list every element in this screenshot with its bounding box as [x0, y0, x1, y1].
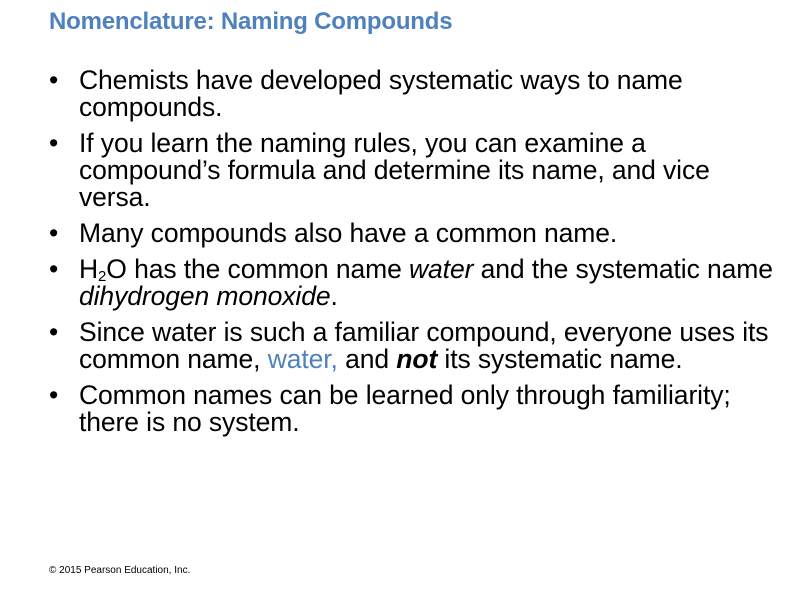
text-run: Common names can be learned only through familiarity; there is no system.: [79, 380, 731, 437]
bullet-text: [79, 380, 731, 437]
text-run: Many compounds also have a common name.: [79, 218, 618, 248]
text-run: and: [337, 344, 397, 374]
bullet-item: [49, 67, 779, 121]
subscript-run: 2: [98, 268, 107, 285]
text-run: Since water is such a familiar compound, everyone uses its common name,: [79, 317, 769, 374]
copyright-footer: © 2015 Pearson Education, Inc.: [49, 565, 191, 576]
bullet-item: [49, 256, 779, 310]
bullet-item: [49, 382, 779, 436]
text-run: If you learn the naming rules, you can examine a compound’s formula and determine its name, and vice versa.: [79, 128, 710, 212]
bullet-item: [49, 130, 779, 211]
bullet-item: [49, 319, 779, 373]
bullet-item: [49, 220, 779, 247]
slide-title: Nomenclature: Naming Compounds: [49, 8, 453, 35]
text-run: not: [396, 344, 438, 374]
text-run: and the systematic name: [473, 254, 773, 284]
text-run: water: [409, 254, 474, 284]
text-run: .: [330, 281, 338, 311]
bullet-text: [79, 254, 773, 311]
bullet-list: [49, 67, 779, 445]
text-run: its systematic name.: [437, 344, 683, 374]
text-run: dihydrogen monoxide: [79, 281, 331, 311]
bullet-icon: •: [49, 65, 59, 95]
bullet-text: [79, 218, 617, 248]
text-run: H: [79, 254, 99, 284]
bullet-text: [79, 65, 683, 122]
bullet-text: [79, 128, 710, 212]
bullet-icon: •: [49, 317, 59, 347]
bullet-icon: •: [49, 254, 59, 284]
text-run: O has the common name: [106, 254, 409, 284]
text-run: water,: [267, 344, 338, 374]
bullet-icon: •: [49, 380, 59, 410]
bullet-text: [79, 317, 768, 374]
text-run: Chemists have developed systematic ways to name compounds.: [79, 65, 683, 122]
bullet-icon: •: [49, 218, 59, 248]
bullet-icon: •: [49, 128, 59, 158]
